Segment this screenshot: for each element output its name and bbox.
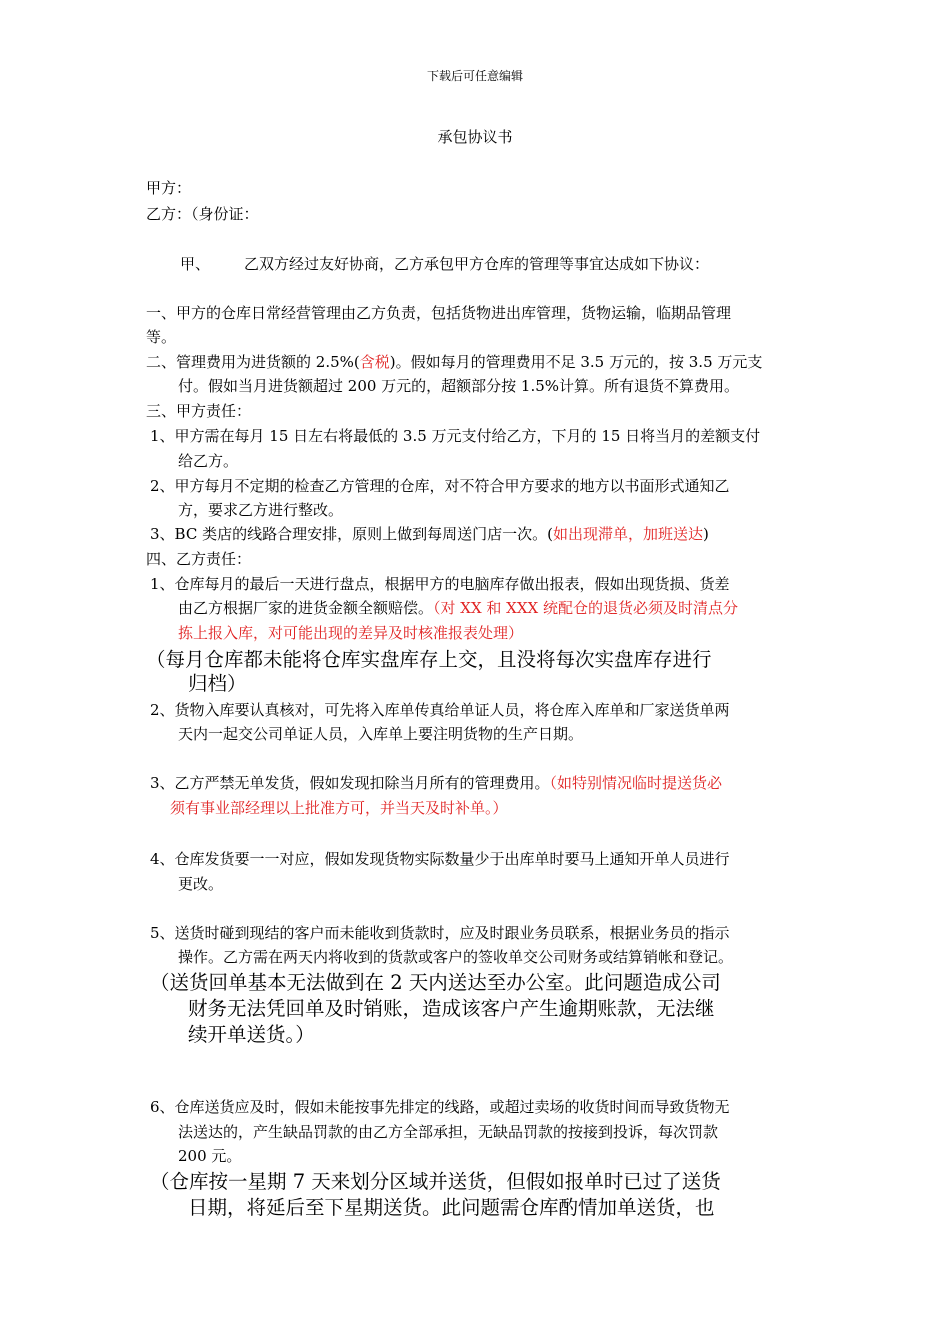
annotation-1-line: （每月仓库都未能将仓库实盘库存上交，且没将每次实盘库存进行 xyxy=(146,648,712,671)
clause-3-2-line: 2、甲方每月不定期的检查乙方管理的仓库，对不符合甲方要求的地方以书面形式通知乙 xyxy=(150,477,730,495)
clause-4-3-text: 3、乙方严禁无单发货，假如发现扣除当月所有的管理费用。 xyxy=(150,774,550,792)
party-a-label: 甲方： xyxy=(146,179,192,197)
document-title: 承包协议书 xyxy=(437,128,513,146)
clause-4-2-line: 2、货物入库要认真核对，可先将入库单传真给单证人员，将仓库入库单和厂家送货单两 xyxy=(150,701,730,719)
clause-4-4-line: 更改。 xyxy=(178,875,224,893)
section-2-text: 二、管理费用为进货额的 2.5%( xyxy=(146,353,360,371)
clause-4-3-line xyxy=(150,773,722,793)
party-b-label: 乙方：（身份证： xyxy=(146,205,259,223)
intro-text: 乙双方经过友好协商，乙方承包甲方仓库的管理等事宜达成如下协议： xyxy=(244,255,710,273)
section-4-title: 四、乙方责任： xyxy=(146,550,252,568)
return-note-line: 拣上报入库，对可能出现的差异及时核准报表处理） xyxy=(178,624,524,642)
annotation-3-line: 日期，将延后至下星期送货。此问题需仓库酌情加单送货，也 xyxy=(188,1196,715,1219)
clause-4-1-text: 由乙方根据厂家的进货金额全额赔偿。 xyxy=(178,599,434,617)
clause-4-5-line: 5、送货时碰到现结的客户而未能收到货款时，应及时跟业务员联系，根据业务员的指示 xyxy=(150,924,730,942)
section-1-line: 等。 xyxy=(146,328,177,346)
overtime-note: 如出现滞单，加班送达 xyxy=(552,525,703,543)
clause-4-2-line: 天内一起交公司单证人员，入库单上要注明货物的生产日期。 xyxy=(178,725,584,743)
clause-4-6-line: 6、仓库送货应及时，假如未能按事先排定的线路，或超过卖场的收货时间而导致货物无 xyxy=(150,1098,730,1116)
clause-3-3-line xyxy=(150,524,709,544)
tax-note: 含税 xyxy=(359,353,390,371)
section-2-line: 付。假如当月进货额超过 200 万元的，超额部分按 1.5%计算。所有退货不算费用。 xyxy=(178,377,740,395)
annotation-3-line: （仓库按一星期 7 天来划分区域并送货，但假如报单时已过了送货 xyxy=(150,1170,721,1193)
section-2-line xyxy=(146,352,762,372)
clause-4-1-line xyxy=(178,598,738,618)
clause-4-6-line: 法送达的，产生缺品罚款的由乙方全部承担，无缺品罚款的按接到投诉，每次罚款 xyxy=(178,1123,719,1141)
clause-3-3-text: 3、BC 类店的线路合理安排，原则上做到每周送门店一次。( xyxy=(150,525,553,543)
clause-4-4-line: 4、仓库发货要一一对应，假如发现货物实际数量少于出库单时要马上通知开单人员进行 xyxy=(150,850,730,868)
clause-4-1-line: 1、仓库每月的最后一天进行盘点，根据甲方的电脑库存做出报表，假如出现货损、货差 xyxy=(150,575,730,593)
clause-3-3-text: ) xyxy=(702,525,709,543)
annotation-1-line: 归档） xyxy=(188,672,247,695)
clause-3-1-line: 1、甲方需在每月 15 日左右将最低的 3.5 万元支付给乙方，下月的 15 日将当月的差额支付 xyxy=(150,427,761,445)
annotation-2-line: 续开单送货。） xyxy=(188,1023,315,1046)
annotation-2-line: 财务无法凭回单及时销账，造成该客户产生逾期账款，无法继 xyxy=(188,997,715,1020)
page-header: 下载后可任意编辑 xyxy=(426,69,523,83)
clause-4-5-line: 操作。乙方需在两天内将收到的货款或客户的签收单交公司财务或结算销帐和登记。 xyxy=(178,948,734,966)
intro-jia: 甲、 xyxy=(180,255,211,273)
section-2-text: )。假如每月的管理费用不足 3.5 万元的，按 3.5 万元支 xyxy=(389,353,763,371)
special-delivery-note: （如特别情况临时提送货必 xyxy=(549,774,723,792)
special-delivery-note-line: 须有事业部经理以上批准方可，并当天及时补单。） xyxy=(170,799,508,817)
clause-3-1-line: 给乙方。 xyxy=(178,452,239,470)
section-1-line: 一、甲方的仓库日常经营管理由乙方负责，包括货物进出库管理，货物运输，临期品管理 xyxy=(146,304,732,322)
clause-3-2-line: 方，要求乙方进行整改。 xyxy=(178,501,344,519)
section-3-title: 三、甲方责任： xyxy=(146,402,252,420)
clause-4-6-line: 200 元。 xyxy=(178,1147,242,1165)
return-note: （对 XX 和 XXX 统配仓的退货必须及时清点分 xyxy=(433,599,738,617)
annotation-2-line: （送货回单基本无法做到在 2 天内送达至办公室。此问题造成公司 xyxy=(150,971,721,994)
